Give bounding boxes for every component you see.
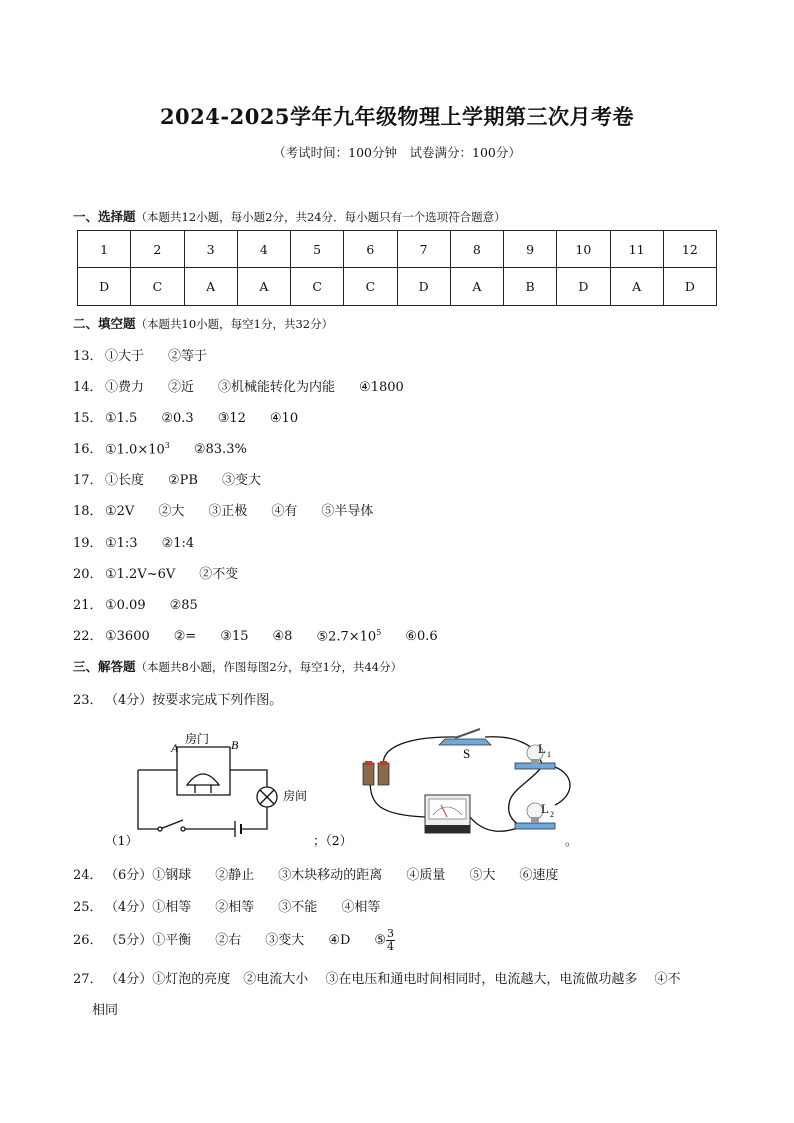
question-number-cell: 12 [663,231,716,268]
answer-item: ②等于 [168,349,208,364]
question-number-cell: 9 [504,231,557,268]
question-number: 24． [73,868,103,883]
answer-item-base: ⑤2.7×10 [316,629,377,644]
figure-caption-2: ；（2） [313,833,353,848]
lamp-holder [515,823,555,829]
question-number-cell: 4 [237,231,290,268]
figure-end-mark: 。 [565,833,578,848]
question-number: 26． [73,933,103,948]
fraction-numerator: 3 [387,927,395,940]
battery-cap [365,761,372,765]
answer-item: ④1800 [359,380,404,395]
question-25 [73,896,404,915]
answer-item: ②PB [168,473,198,488]
answer-cell: A [184,268,237,306]
answer-item: （5分）①平衡 [105,933,192,948]
answer-line-22 [73,625,462,644]
switch-base [439,739,491,745]
question-number: 21． [73,598,103,613]
answer-item: ①大于 [105,349,145,364]
section-note: （本题共8小题，作图每图2分，每空1分，共44分） [135,660,403,674]
answer-item: ①费力 [105,380,145,395]
answer-line-17 [73,469,285,488]
answer-item: ①1.2V~6V [105,567,176,582]
question-number: 18． [73,504,103,519]
table-row [78,268,717,306]
answer-cell: D [397,268,450,306]
answer-cell: A [610,268,663,306]
bulb-base [531,759,539,764]
question-number: 23． [73,693,103,708]
answer-item: ③变大 [221,473,261,488]
answer-item: ②静止 [215,868,255,883]
answer-cell: A [237,268,290,306]
section-note: （本题共12小题，每小题2分，共24分．每小题只有一个选项符合题意） [135,210,506,224]
answer-item: ①长度 [105,473,145,488]
section-solve-heading [73,657,402,675]
label-a: A [171,741,179,755]
answer-line-19 [73,532,218,551]
answer-item: ⑥0.6 [405,629,438,644]
figure-caption-1: （1） [105,833,138,848]
switch-label: S [463,746,471,761]
answer-item: ④10 [269,411,299,426]
wire [555,767,570,805]
door-circuit-diagram [138,747,277,837]
meter-terminals [425,825,470,833]
fraction-denominator: 4 [387,940,395,953]
room-label: 房间 [283,789,308,803]
answer-item: ④D [328,933,351,948]
choice-answer-table [77,230,717,306]
question-number-cell: 10 [557,231,610,268]
answer-item: ③不能 [278,900,318,915]
answer-item: ⑤ [374,933,387,948]
answer-item: ①0.09 [105,598,146,613]
answer-item [316,628,381,644]
circuit-figures [95,725,655,855]
answer-cell: D [663,268,716,306]
lamp-label-2-sub: 2 [550,810,554,819]
answer-item: ③变大 [265,933,305,948]
question-number-cell: 3 [184,231,237,268]
answer-item: ⑥速度 [519,868,559,883]
answer-item: ④质量 [406,868,446,883]
answer-item: ②不变 [199,567,239,582]
answer-item: ②大 [158,504,185,519]
answer-cell: B [504,268,557,306]
answer-item: ③正极 [208,504,248,519]
bulb-base [531,817,539,823]
question-24 [73,864,582,883]
question-27-continued: 相同 [92,1003,119,1018]
question-27 [73,968,681,987]
answer-item: （4分）①相等 [105,900,192,915]
answer-item: ②83.3% [193,442,247,457]
answer-item: ④8 [272,629,293,644]
question-number-cell: 6 [344,231,397,268]
answer-item: ①1:3 [105,536,138,551]
section-label: 三、解答题 [73,659,136,674]
question-number: 15． [73,411,103,426]
wire [241,807,267,829]
answer-item: ②0.3 [161,411,194,426]
meter-dial [429,799,466,819]
answer-item: ③木块移动的距离 [278,868,383,883]
question-number: 19． [73,536,103,551]
label-b: B [231,738,239,752]
door-frame [177,747,230,795]
question-23 [73,689,282,708]
page-title: 2024-2025学年九年级物理上学期第三次月考卷 [159,104,635,129]
answer-line-13 [73,345,231,364]
answer-item: ②右 [215,933,242,948]
section-label: 二、填空题 [73,316,136,331]
answer-line-20 [73,563,262,582]
question-number: 22． [73,629,103,644]
question-number: 17． [73,473,103,488]
answer-cell: D [78,268,131,306]
answer-item: ⑤半导体 [321,504,374,519]
lamp-label-1-sub: 1 [547,750,551,759]
section-fill-heading [73,314,333,332]
answer-item: ①2V [105,504,135,519]
wire [230,770,267,787]
question-number: 27． [73,972,103,987]
answer-item: ②= [173,629,197,644]
battery-icon [378,763,389,785]
battery-icon [363,763,374,785]
question-number-cell: 11 [610,231,663,268]
answer-cell: C [291,268,344,306]
answer-cell: D [557,268,610,306]
answer-item: ②1:4 [161,536,195,551]
answer-line-18 [73,500,397,519]
wire [370,780,425,817]
question-number-cell: 7 [397,231,450,268]
lamp-label-1: L [538,741,546,756]
question-number-cell: 2 [131,231,184,268]
door-label: 房门 [185,732,210,746]
question-number: 14． [73,380,103,395]
question-26 [73,928,395,953]
question-number: 20． [73,567,103,582]
answer-text: （4分）①灯泡的亮度 ②电流大小 ③在电压和通电时间相同时，电流越大，电流做功越多 ④不 [105,972,681,987]
table-row [78,231,717,268]
answer-line-14 [73,376,428,395]
section-label: 一、选择题 [73,209,136,224]
answer-line-15 [73,407,322,426]
answer-item: ②相等 [215,900,255,915]
section-note: （本题共10小题，每空1分，共32分） [135,317,334,331]
answer-item-base: ①1.0×10 [105,442,165,457]
question-number-cell: 1 [78,231,131,268]
answer-item [105,441,170,457]
door-bell-shape [187,774,219,785]
answer-item: ②85 [169,598,198,613]
answer-cell: A [450,268,503,306]
answer-item: （6分）①钢球 [105,868,192,883]
exponent: 5 [376,627,382,637]
switch-contact [181,827,185,831]
exam-info: （考试时间：100分钟 试卷满分：100分） [273,145,521,160]
switch-contact [158,827,162,831]
battery-cap [380,761,387,765]
question-number: 25． [73,900,103,915]
fraction [386,928,395,953]
question-text: （4分）按要求完成下列作图。 [105,693,283,708]
lamp-label-2: L [541,801,549,816]
answer-item: ④相等 [341,900,381,915]
answer-item: ①3600 [105,629,150,644]
answer-line-16 [73,438,271,457]
question-number-cell: 8 [450,231,503,268]
answer-item: ③机械能转化为内能 [218,380,336,395]
section-choice-heading [73,207,506,225]
answer-cell: C [344,268,397,306]
answer-item: ⑤大 [469,868,496,883]
switch-lever [160,820,183,829]
wire [138,770,160,829]
switch-knife [455,729,480,738]
answer-line-21 [73,594,222,613]
question-number: 16． [73,442,103,457]
answer-item: ③12 [217,411,246,426]
answer-item: ②近 [168,380,195,395]
answer-item: ③15 [220,629,249,644]
question-number-cell: 5 [291,231,344,268]
answer-item: ①1.5 [105,411,138,426]
exponent: 3 [164,440,170,450]
answer-item: ④有 [271,504,298,519]
question-number: 13． [73,349,103,364]
answer-cell: C [131,268,184,306]
